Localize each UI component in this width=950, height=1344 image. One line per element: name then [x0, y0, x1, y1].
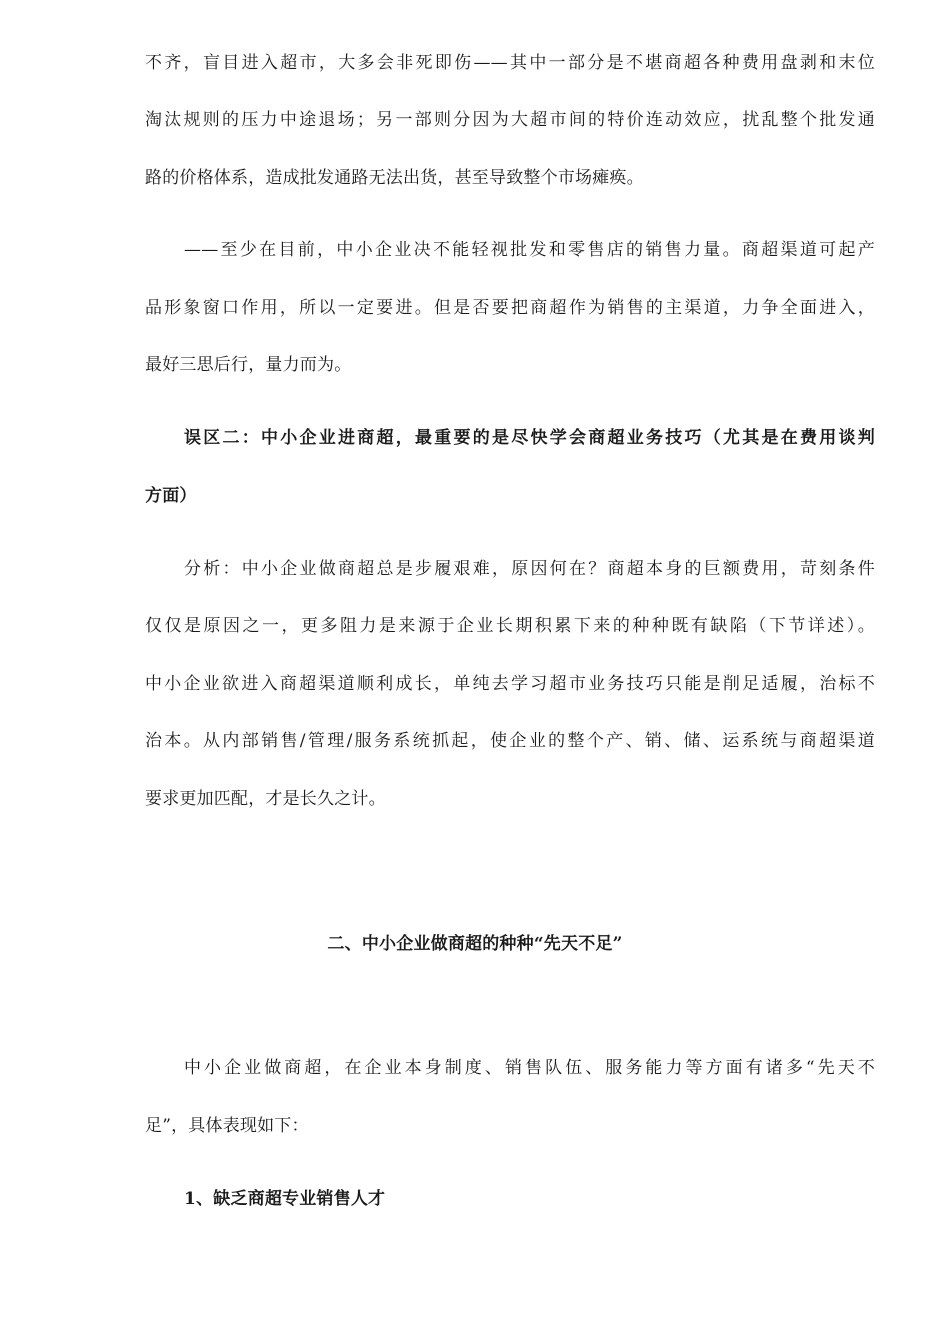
subsection-title: 1、缺乏商超专业销售人才: [184, 1189, 386, 1209]
text-line: 治本。从内部销售/管理/服务系统抓起，使企业的整个产、销、储、运系统与商超渠道: [145, 731, 875, 751]
text-line: 淘汰规则的压力中途退场；另一部则分因为大超市间的特价连动效应，扰乱整个批发通: [145, 110, 875, 130]
text-line: 中小企业欲进入商超渠道顺利成长，单纯去学习超市业务技巧只能是削足适履，治标不: [145, 674, 875, 694]
heading-line: 方面）: [145, 486, 197, 506]
text-line: 分析：中小企业做商超总是步履艰难，原因何在？商超本身的巨额费用，苛刻条件: [184, 559, 875, 579]
section-title: 二、中小企业做商超的种种“先天不足”: [327, 934, 623, 954]
text-line: 仅仅是原因之一，更多阻力是来源于企业长期积累下来的种种既有缺陷（下节详述）。: [145, 616, 875, 636]
text-line: 不齐，盲目进入超市，大多会非死即伤——其中一部分是不堪商超各种费用盘剥和末位: [145, 53, 875, 73]
text-line: 路的价格体系，造成批发通路无法出货，甚至导致整个市场瘫痪。: [145, 168, 644, 188]
text-line: 最好三思后行，量力而为。: [145, 355, 352, 375]
text-line: ——至少在目前，中小企业决不能轻视批发和零售店的销售力量。商超渠道可起产: [184, 240, 875, 260]
text-line: 品形象窗口作用，所以一定要进。但是否要把商超作为销售的主渠道，力争全面进入，: [145, 298, 875, 318]
text-line: 足”，具体表现如下：: [145, 1116, 309, 1136]
text-line: 要求更加匹配，才是长久之计。: [145, 789, 386, 809]
text-line: 中小企业做商超，在企业本身制度、销售队伍、服务能力等方面有诸多“先天不: [184, 1058, 875, 1078]
heading-line: 误区二：中小企业进商超，最重要的是尽快学会商超业务技巧（尤其是在费用谈判: [184, 428, 875, 448]
